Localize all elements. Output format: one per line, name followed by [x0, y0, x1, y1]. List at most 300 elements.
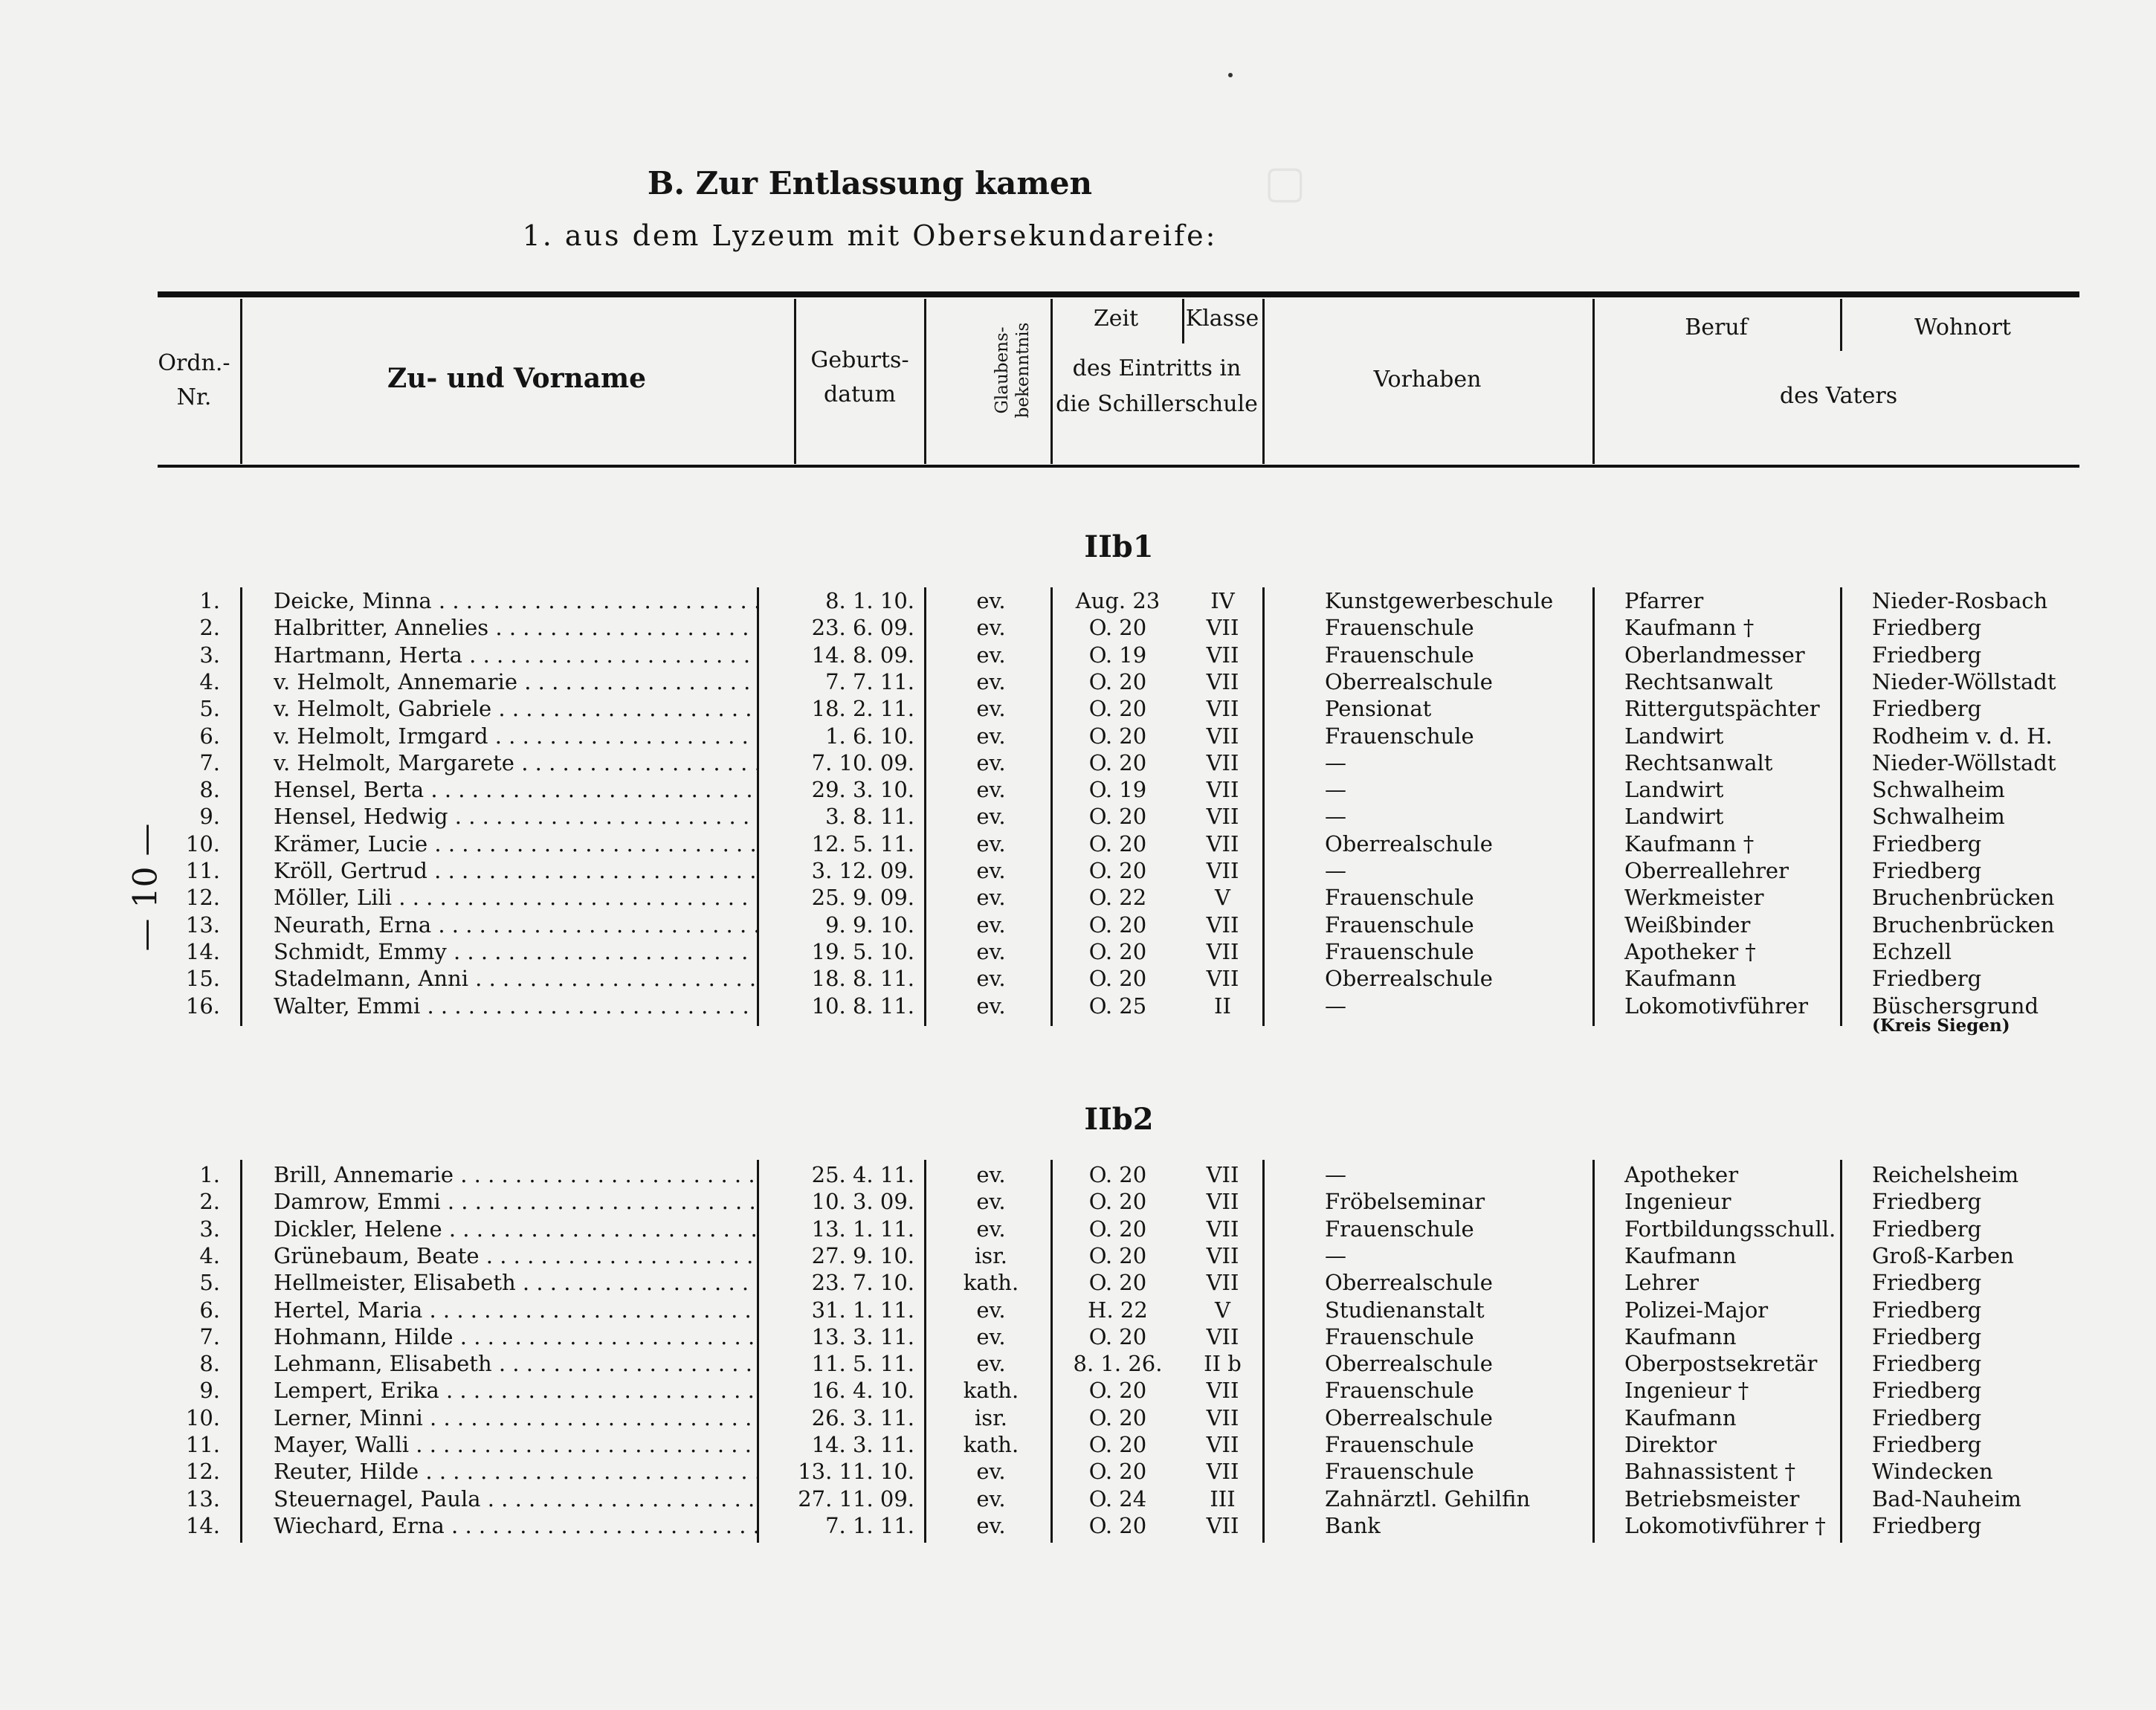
cell-nr: 3.: [199, 642, 220, 668]
cell-beruf: Kaufmann: [1624, 1242, 1737, 1268]
cell-vorhaben: Oberrealschule: [1325, 1351, 1493, 1377]
cell-beruf: Pfarrer: [1624, 588, 1704, 613]
cell-beruf: Rittergutspächter: [1624, 696, 1820, 722]
cell-name: Deicke, Minna . . .: [274, 587, 757, 614]
cell-beruf: Kaufmann †: [1624, 615, 1755, 641]
speck: [1228, 73, 1233, 77]
cell-name: Walter, Emmi . . .: [274, 993, 757, 1019]
cell-klasse: VII: [1206, 723, 1239, 749]
table-row: [0, 1269, 2156, 1296]
cell-klasse: VII: [1206, 1162, 1239, 1187]
cell-name: Schmidt, Emmy . . .: [274, 938, 757, 965]
cell-name: Steuernagel, Paula . . .: [274, 1485, 757, 1512]
cell-wohnort: Friedberg: [1872, 1297, 1982, 1323]
cell-wohnort: Schwalheim: [1872, 777, 2005, 803]
cell-birth: 18. 8. 11.: [811, 966, 914, 992]
cell-klasse: VII: [1206, 938, 1239, 964]
cell-religion: ev.: [976, 777, 1006, 803]
cell-wohnort: Friedberg: [1872, 696, 1982, 722]
cell-zeit: O. 20: [1088, 1162, 1147, 1187]
table-row: [0, 857, 2156, 884]
cell-klasse: IV: [1210, 588, 1235, 613]
cell-klasse: VII: [1206, 858, 1239, 883]
cell-religion: ev.: [976, 1323, 1006, 1349]
table-row: [0, 1216, 2156, 1242]
table-row: [0, 993, 2156, 1019]
col-header-beruf: Beruf: [1685, 314, 1748, 341]
cell-beruf: Betriebsmeister: [1624, 1485, 1800, 1511]
col-line: [1050, 587, 1053, 1026]
cell-zeit: O. 20: [1088, 966, 1147, 992]
cell-birth: 13. 1. 11.: [811, 1216, 914, 1242]
cell-birth: 25. 4. 11.: [811, 1162, 914, 1187]
cell-klasse: VII: [1206, 642, 1239, 668]
cell-religion: ev.: [976, 668, 1006, 694]
col-line: [1262, 1160, 1265, 1543]
cell-wohnort: Schwalheim: [1872, 804, 2005, 830]
cell-vorhaben: —: [1325, 1162, 1346, 1187]
table-row: [0, 1161, 2156, 1188]
cell-religion: ev.: [976, 938, 1006, 964]
cell-klasse: VII: [1206, 1270, 1239, 1296]
cell-beruf: Kaufmann †: [1624, 830, 1755, 856]
cell-klasse: VII: [1206, 1432, 1239, 1457]
cell-name: Möller, Lili . . .: [274, 884, 757, 911]
col-line: [240, 587, 242, 1026]
table-row: [0, 1512, 2156, 1539]
cell-wohnort: Friedberg: [1872, 1432, 1982, 1457]
cell-birth: 3. 12. 09.: [811, 858, 914, 883]
cell-name: Grünebaum, Beate . . .: [274, 1242, 757, 1269]
cell-zeit: O. 20: [1088, 1323, 1147, 1349]
cell-beruf: Apotheker: [1624, 1162, 1739, 1187]
cell-birth: 14. 8. 09.: [811, 642, 914, 668]
cell-vorhaben: Frauenschule: [1325, 615, 1474, 641]
cell-zeit: O. 20: [1088, 858, 1147, 883]
cell-nr: 10.: [185, 1404, 220, 1430]
cell-religion: ev.: [976, 1162, 1006, 1187]
cell-zeit: 8. 1. 26.: [1073, 1351, 1163, 1377]
table-row: [0, 938, 2156, 965]
col-line: [1262, 587, 1265, 1026]
cell-wohnort: Groß-Karben: [1872, 1242, 2014, 1268]
cell-nr: 2.: [199, 615, 220, 641]
cell-birth: 10. 3. 09.: [811, 1189, 914, 1215]
cell-birth: 27. 11. 09.: [798, 1485, 914, 1511]
col-header-nr: Ordn.- Nr.: [158, 350, 230, 410]
cell-beruf: Oberlandmesser: [1624, 642, 1805, 668]
cell-beruf: Ingenieur: [1624, 1189, 1731, 1215]
cell-nr: 14.: [185, 1512, 220, 1538]
cell-wohnort: Friedberg: [1872, 1512, 1982, 1538]
cell-zeit: O. 25: [1088, 993, 1147, 1019]
cell-zeit: O. 20: [1088, 615, 1147, 641]
page-subtitle: 1. aus dem Lyzeum mit Obersekundareife:: [522, 219, 1218, 252]
cell-beruf: Polizei-Major: [1624, 1297, 1769, 1323]
cell-name: Halbritter, Annelies . . .: [274, 614, 757, 641]
cell-birth: 7. 1. 11.: [825, 1512, 914, 1538]
cell-beruf: Werkmeister: [1624, 885, 1764, 911]
cell-vorhaben: —: [1325, 1242, 1346, 1268]
cell-klasse: VII: [1206, 1216, 1239, 1242]
cell-wohnort: Reichelsheim: [1872, 1162, 2019, 1187]
cell-nr: 15.: [185, 966, 220, 992]
table-row: [0, 1377, 2156, 1404]
cell-religion: kath.: [963, 1432, 1019, 1457]
cell-zeit: O. 20: [1088, 1242, 1147, 1268]
cell-zeit: O. 19: [1088, 642, 1147, 668]
col-line: [924, 587, 926, 1026]
cell-name: Hellmeister, Elisabeth . . .: [274, 1269, 757, 1296]
cell-klasse: VII: [1206, 1512, 1239, 1538]
cell-nr: 13.: [185, 912, 220, 938]
cell-religion: ev.: [976, 1485, 1006, 1511]
cell-klasse: VII: [1206, 749, 1239, 775]
cell-nr: 12.: [185, 885, 220, 911]
cell-klasse: VII: [1206, 615, 1239, 641]
cell-klasse: VII: [1206, 696, 1239, 722]
cell-name: Brill, Annemarie . . .: [274, 1161, 757, 1188]
cell-name: v. Helmolt, Gabriele . . .: [274, 695, 757, 722]
table-row: [0, 1485, 2156, 1512]
cell-beruf: Lokomotivführer: [1624, 993, 1808, 1019]
cell-vorhaben: —: [1325, 858, 1346, 883]
cell-wohnort: Nieder-Wöllstadt: [1872, 749, 2056, 775]
cell-name: Reuter, Hilde . . .: [274, 1458, 757, 1485]
section-title: IIb1: [1084, 529, 1154, 564]
cell-beruf: Oberpostsekretär: [1624, 1351, 1818, 1377]
cell-klasse: VII: [1206, 1189, 1239, 1215]
col-line: [757, 1160, 759, 1543]
cell-klasse: VII: [1206, 668, 1239, 694]
cell-zeit: O. 20: [1088, 1189, 1147, 1215]
cell-nr: 1.: [199, 588, 220, 613]
cell-wohnort: Nieder-Wöllstadt: [1872, 668, 2056, 694]
cell-birth: 19. 5. 10.: [811, 938, 914, 964]
cell-religion: ev.: [976, 912, 1006, 938]
cell-beruf: Kaufmann: [1624, 966, 1737, 992]
cell-zeit: O. 20: [1088, 696, 1147, 722]
cell-wohnort: Friedberg: [1872, 1189, 1982, 1215]
table-row: [0, 803, 2156, 830]
cell-vorhaben: —: [1325, 749, 1346, 775]
table-row: [0, 1297, 2156, 1323]
cell-vorhaben: Studienanstalt: [1325, 1297, 1485, 1323]
cell-beruf: Rechtsanwalt: [1624, 749, 1773, 775]
cell-religion: ev.: [976, 830, 1006, 856]
header-top-rule: [158, 291, 2079, 297]
cell-beruf: Ingenieur †: [1624, 1378, 1749, 1404]
cell-birth: 8. 1. 10.: [825, 588, 914, 613]
cell-wohnort: Friedberg: [1872, 830, 1982, 856]
cell-nr: 6.: [199, 723, 220, 749]
table-row: [0, 587, 2156, 614]
cell-birth: 13. 3. 11.: [811, 1323, 914, 1349]
cell-religion: ev.: [976, 642, 1006, 668]
cell-beruf: Landwirt: [1624, 777, 1724, 803]
cell-birth: 13. 11. 10.: [798, 1459, 914, 1485]
cell-vorhaben: Frauenschule: [1325, 723, 1474, 749]
cell-wohnort: Friedberg: [1872, 1216, 1982, 1242]
cell-name: Hensel, Berta . . .: [274, 776, 757, 803]
cell-nr: 12.: [185, 1459, 220, 1485]
cell-vorhaben: Pensionat: [1325, 696, 1432, 722]
cell-wohnort: Windecken: [1872, 1459, 1993, 1485]
cell-zeit: O. 24: [1088, 1485, 1147, 1511]
cell-wohnort: Rodheim v. d. H.: [1872, 723, 2053, 749]
cell-name: Lehmann, Elisabeth . . .: [274, 1350, 757, 1377]
cell-nr: 1.: [199, 1162, 220, 1187]
table-row: [0, 965, 2156, 992]
cell-zeit: O. 20: [1088, 668, 1147, 694]
col-header-vorhaben: Vorhaben: [1373, 367, 1482, 393]
cell-name: Stadelmann, Anni . . .: [274, 965, 757, 992]
header-divider: [1840, 299, 1842, 351]
col-header-wohnort: Wohnort: [1914, 314, 2011, 341]
cell-wohnort: Büschersgrund: [1872, 993, 2039, 1019]
cell-name: Damrow, Emmi . . .: [274, 1188, 757, 1215]
cell-zeit: O. 20: [1088, 938, 1147, 964]
cell-vorhaben: Oberrealschule: [1325, 1270, 1493, 1296]
cell-klasse: III: [1210, 1485, 1236, 1511]
table-row: [0, 776, 2156, 803]
cell-zeit: O. 20: [1088, 1432, 1147, 1457]
cell-beruf: Kaufmann: [1624, 1323, 1737, 1349]
cell-birth: 3. 8. 11.: [825, 804, 914, 830]
cell-name: Krämer, Lucie . . .: [274, 830, 757, 857]
cell-klasse: VII: [1206, 777, 1239, 803]
cell-zeit: O. 20: [1088, 804, 1147, 830]
cell-religion: ev.: [976, 858, 1006, 883]
cell-religion: ev.: [976, 749, 1006, 775]
cell-religion: ev.: [976, 588, 1006, 613]
cell-nr: 8.: [199, 777, 220, 803]
cell-name: Hohmann, Hilde . . .: [274, 1323, 757, 1350]
cell-zeit: O. 20: [1088, 830, 1147, 856]
cell-birth: 16. 4. 10.: [811, 1378, 914, 1404]
cell-klasse: V: [1215, 1297, 1230, 1323]
cell-nr: 10.: [185, 830, 220, 856]
cell-beruf: Fortbildungsschull.: [1624, 1216, 1836, 1242]
cell-vorhaben: —: [1325, 993, 1346, 1019]
table-row: [0, 1431, 2156, 1458]
cell-religion: ev.: [976, 804, 1006, 830]
cell-wohnort: Friedberg: [1872, 1351, 1982, 1377]
cell-religion: kath.: [963, 1378, 1019, 1404]
section-title: IIb2: [1084, 1102, 1154, 1137]
cell-nr: 3.: [199, 1216, 220, 1242]
cell-birth: 11. 5. 11.: [811, 1351, 914, 1377]
cell-birth: 26. 3. 11.: [811, 1404, 914, 1430]
cell-vorhaben: Frauenschule: [1325, 938, 1474, 964]
table-row: [0, 830, 2156, 857]
cell-beruf: Lehrer: [1624, 1270, 1699, 1296]
cell-name: Dickler, Helene . . .: [274, 1216, 757, 1242]
cell-nr: 5.: [199, 696, 220, 722]
cell-vorhaben: Fröbelseminar: [1325, 1189, 1485, 1215]
header-divider: [240, 299, 242, 464]
cell-beruf: Lokomotivführer †: [1624, 1512, 1826, 1538]
cell-religion: ev.: [976, 1512, 1006, 1538]
cell-beruf: Rechtsanwalt: [1624, 668, 1773, 694]
cell-birth: 23. 6. 09.: [811, 615, 914, 641]
cell-wohnort: Friedberg: [1872, 615, 1982, 641]
cell-beruf: Apotheker †: [1624, 938, 1756, 964]
cell-zeit: O. 20: [1088, 1216, 1147, 1242]
header-divider: [1592, 299, 1595, 464]
cell-nr: 9.: [199, 1378, 220, 1404]
cell-religion: isr.: [974, 1242, 1008, 1268]
cell-klasse: VII: [1206, 1242, 1239, 1268]
cell-klasse: VII: [1206, 912, 1239, 938]
cell-birth: 27. 9. 10.: [811, 1242, 914, 1268]
table-row: [0, 642, 2156, 668]
cell-religion: ev.: [976, 723, 1006, 749]
cell-wohnort: Bruchenbrücken: [1872, 885, 2055, 911]
col-header-vaters: des Vaters: [1779, 383, 1898, 409]
cell-klasse: VII: [1206, 804, 1239, 830]
cell-name: Lempert, Erika . . .: [274, 1377, 757, 1404]
cell-birth: 18. 2. 11.: [811, 696, 914, 722]
cell-name: Hertel, Maria . . .: [274, 1297, 757, 1323]
cell-vorhaben: Zahnärztl. Gehilfin: [1325, 1485, 1531, 1511]
col-line: [240, 1160, 242, 1543]
cell-beruf: Weißbinder: [1624, 912, 1751, 938]
cell-religion: ev.: [976, 1459, 1006, 1485]
cell-wohnort: Friedberg: [1872, 966, 1982, 992]
cell-nr: 9.: [199, 804, 220, 830]
col-line: [1592, 1160, 1595, 1543]
cell-religion: ev.: [976, 885, 1006, 911]
cell-wohnort: Friedberg: [1872, 1378, 1982, 1404]
cell-klasse: VII: [1206, 1404, 1239, 1430]
col-line: [757, 587, 759, 1026]
cell-vorhaben: Bank: [1325, 1512, 1381, 1538]
table-row: [0, 1458, 2156, 1485]
header-divider: [1182, 299, 1184, 343]
cell-vorhaben: Frauenschule: [1325, 912, 1474, 938]
cell-religion: ev.: [976, 1351, 1006, 1377]
cell-zeit: O. 20: [1088, 1512, 1147, 1538]
cell-religion: ev.: [976, 1297, 1006, 1323]
cell-birth: 1. 6. 10.: [825, 723, 914, 749]
cell-klasse: VII: [1206, 1378, 1239, 1404]
cell-religion: ev.: [976, 966, 1006, 992]
cell-zeit: O. 20: [1088, 723, 1147, 749]
col-line: [1840, 587, 1842, 1026]
cell-klasse: VII: [1206, 830, 1239, 856]
cell-name: Hensel, Hedwig . . .: [274, 803, 757, 830]
cell-wohnort: Nieder-Rosbach: [1872, 588, 2048, 613]
cell-nr: 4.: [199, 1242, 220, 1268]
cell-vorhaben: Frauenschule: [1325, 1378, 1474, 1404]
cell-nr: 16.: [185, 993, 220, 1019]
cell-wohnort: Friedberg: [1872, 1404, 1982, 1430]
col-line: [1592, 587, 1595, 1026]
header-divider: [924, 299, 926, 464]
cell-religion: isr.: [974, 1404, 1008, 1430]
cell-klasse: VII: [1206, 1459, 1239, 1485]
cell-zeit: O. 20: [1088, 1270, 1147, 1296]
cell-name: Neurath, Erna . . .: [274, 912, 757, 938]
cell-nr: 14.: [185, 938, 220, 964]
cell-wohnort: Bad-Nauheim: [1872, 1485, 2021, 1511]
cell-beruf: Kaufmann: [1624, 1404, 1737, 1430]
cell-birth: 25. 9. 09.: [811, 885, 914, 911]
header-bottom-rule: [158, 465, 2079, 468]
cell-zeit: O. 22: [1088, 885, 1147, 911]
col-header-birth: Geburts- datum: [810, 347, 909, 407]
cell-vorhaben: Frauenschule: [1325, 1432, 1474, 1457]
cell-klasse: V: [1215, 885, 1230, 911]
page-number: — 10 —: [126, 823, 165, 952]
table-row: [0, 614, 2156, 641]
cell-klasse: II: [1214, 993, 1231, 1019]
cell-nr: 4.: [199, 668, 220, 694]
cell-religion: kath.: [963, 1270, 1019, 1296]
cell-nr: 7.: [199, 749, 220, 775]
cell-vorhaben: —: [1325, 804, 1346, 830]
cell-wohnort: Friedberg: [1872, 1323, 1982, 1349]
cell-religion: ev.: [976, 1189, 1006, 1215]
cell-birth: 29. 3. 10.: [811, 777, 914, 803]
table-row: [0, 1350, 2156, 1377]
cell-zeit: O. 20: [1088, 1404, 1147, 1430]
cell-nr: 11.: [185, 1432, 220, 1457]
cell-birth: 23. 7. 10.: [811, 1270, 914, 1296]
cell-vorhaben: —: [1325, 777, 1346, 803]
cell-zeit: O. 20: [1088, 1459, 1147, 1485]
cell-zeit: O. 20: [1088, 912, 1147, 938]
col-line: [924, 1160, 926, 1543]
cell-nr: 11.: [185, 858, 220, 883]
cell-name: Wiechard, Erna . . .: [274, 1512, 757, 1539]
cell-beruf: Direktor: [1624, 1432, 1717, 1457]
cell-zeit: O. 20: [1088, 749, 1147, 775]
cell-vorhaben: Kunstgewerbeschule: [1325, 588, 1554, 613]
cell-nr: 7.: [199, 1323, 220, 1349]
cell-klasse: VII: [1206, 966, 1239, 992]
cell-name: v. Helmolt, Irmgard . . .: [274, 723, 757, 749]
cell-name: Mayer, Walli . . .: [274, 1431, 757, 1458]
col-line: [1050, 1160, 1053, 1543]
cell-nr: 2.: [199, 1189, 220, 1215]
cell-vorhaben: Oberrealschule: [1325, 1404, 1493, 1430]
cell-birth: 10. 8. 11.: [811, 993, 914, 1019]
header-divider: [794, 299, 796, 464]
cell-beruf: Oberreallehrer: [1624, 858, 1789, 883]
table-row: [0, 749, 2156, 776]
cell-birth: 9. 9. 10.: [825, 912, 914, 938]
table-row: [0, 723, 2156, 749]
cell-nr: 13.: [185, 1485, 220, 1511]
cell-vorhaben: Frauenschule: [1325, 642, 1474, 668]
cell-religion: ev.: [976, 993, 1006, 1019]
cell-name: Kröll, Gertrud . . .: [274, 857, 757, 884]
page-title: B. Zur Entlassung kamen: [647, 165, 1093, 201]
cell-nr: 5.: [199, 1270, 220, 1296]
cell-religion: ev.: [976, 1216, 1006, 1242]
cell-vorhaben: Frauenschule: [1325, 1323, 1474, 1349]
cell-birth: 31. 1. 11.: [811, 1297, 914, 1323]
table-row: [0, 668, 2156, 695]
col-header-klasse: Klasse: [1185, 306, 1259, 332]
table-row: [0, 695, 2156, 722]
cell-beruf: Bahnassistent †: [1624, 1459, 1796, 1485]
cell-wohnort: Bruchenbrücken: [1872, 912, 2055, 938]
cell-vorhaben: Frauenschule: [1325, 885, 1474, 911]
cell-nr: 6.: [199, 1297, 220, 1323]
